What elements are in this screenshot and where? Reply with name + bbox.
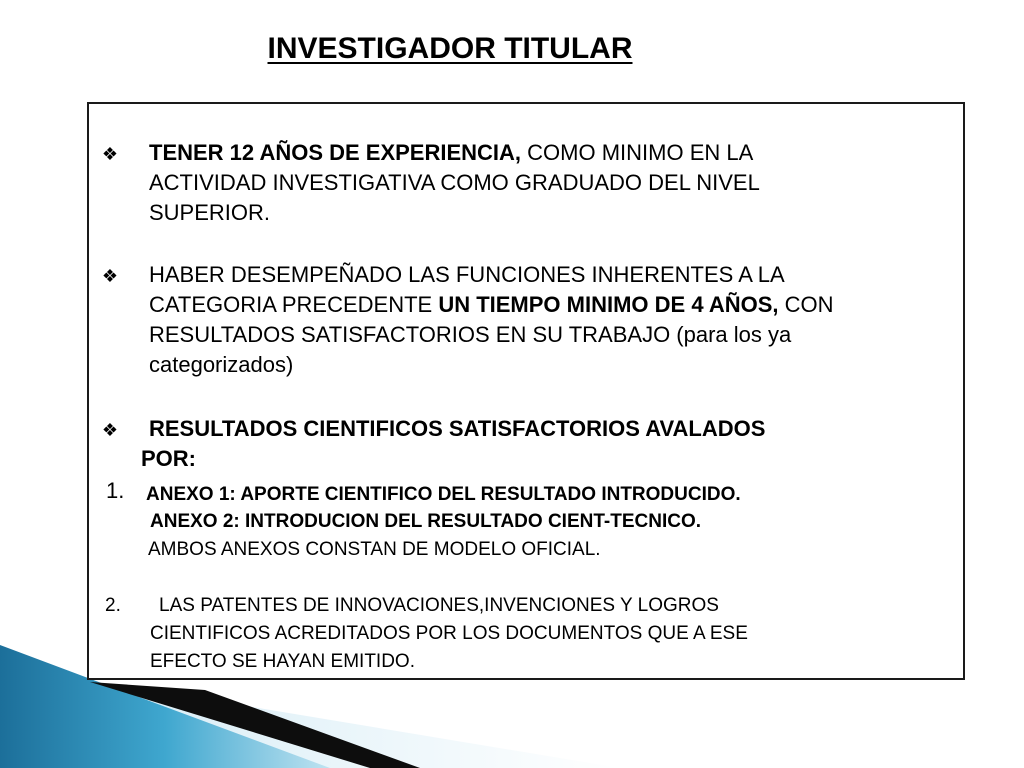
sub1-number: 1. xyxy=(106,478,125,503)
functions-post-text: CON xyxy=(778,292,834,317)
bullet-1 xyxy=(101,138,119,169)
functions-line2 xyxy=(149,290,949,320)
diamond-bullet-icon: ❖ xyxy=(101,144,119,164)
functions-pre-text: CATEGORIA PRECEDENTE xyxy=(149,292,439,317)
annex2-text: ANEXO 2: INTRODUCION DEL RESULTADO CIENT-TECNICO. xyxy=(150,511,702,532)
functions-line4: categorizados) xyxy=(149,352,294,377)
diamond-bullet-icon: ❖ xyxy=(101,420,119,440)
patents-line1: LAS PATENTES DE INNOVACIONES,INVENCIONES Y LOGROS xyxy=(159,595,719,616)
requirement-functions xyxy=(149,260,949,380)
annex1-text: ANEXO 1: APORTE CIENTIFICO DEL RESULTADO INTRODUCIDO. xyxy=(146,484,741,505)
results-line1: RESULTADOS CIENTIFICOS SATISFACTORIOS AVALADOS xyxy=(149,416,766,441)
diamond-bullet-icon: ❖ xyxy=(101,266,119,286)
page-title: INVESTIGADOR TITULAR xyxy=(267,32,633,65)
results-line2: POR: xyxy=(141,446,196,471)
annexes-note: AMBOS ANEXOS CONSTAN DE MODELO OFICIAL. xyxy=(148,539,601,560)
functions-line1: HABER DESEMPEÑADO LAS FUNCIONES INHERENTES A LA xyxy=(149,262,785,287)
experience-text: COMO MINIMO EN LA xyxy=(521,140,754,165)
requirement-results xyxy=(149,414,949,444)
experience-bold-text: TENER 12 AÑOS DE EXPERIENCIA, xyxy=(149,140,522,165)
functions-bold-text: UN TIEMPO MINIMO DE 4 AÑOS, xyxy=(438,292,779,317)
patents-line3: EFECTO SE HAYAN EMITIDO. xyxy=(150,651,415,672)
requirement-experience xyxy=(149,138,949,228)
experience-line3: SUPERIOR. xyxy=(149,200,271,225)
functions-line3: RESULTADOS SATISFACTORIOS EN SU TRABAJO (para los ya xyxy=(149,322,792,347)
bullet-2 xyxy=(101,260,119,291)
patents-line2: CIENTIFICOS ACREDITADOS POR LOS DOCUMENTOS QUE A ESE xyxy=(150,623,748,644)
bullet-3 xyxy=(101,414,119,445)
sub2-number: 2. xyxy=(105,595,121,616)
experience-line2: ACTIVIDAD INVESTIGATIVA COMO GRADUADO DEL NIVEL xyxy=(149,170,760,195)
requirement-experience-line1 xyxy=(149,138,949,168)
